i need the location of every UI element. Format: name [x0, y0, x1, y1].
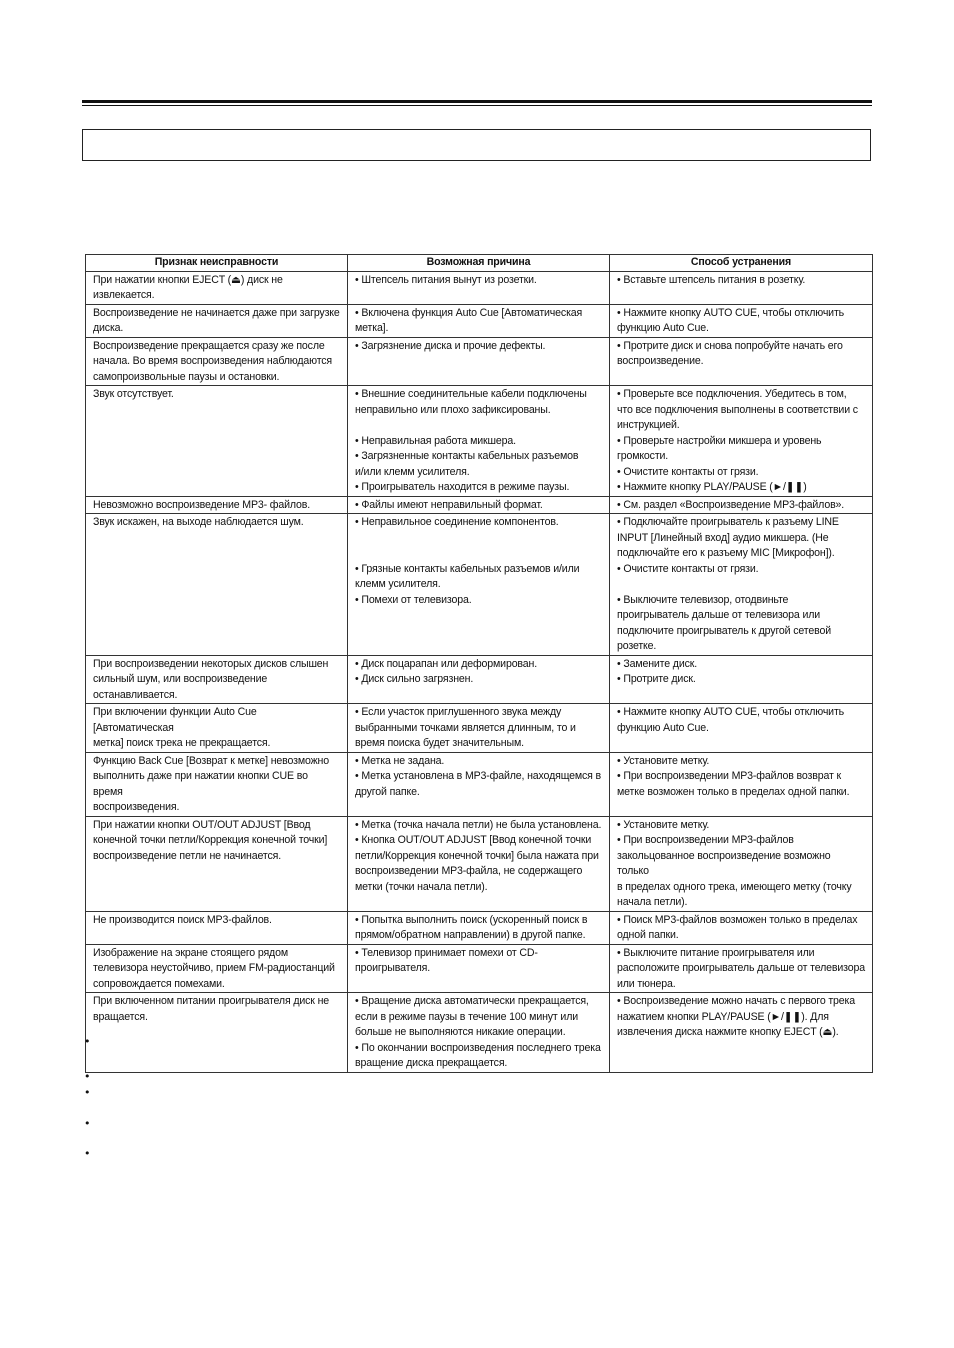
symptom-cell	[86, 944, 348, 993]
cause-line: • Файлы имеют неправильный формат.	[355, 498, 543, 511]
header-rule-thick	[82, 100, 872, 103]
symptom-line: самопроизвольные паузы и остановки.	[93, 370, 280, 383]
cause-line: выбранными точками является длинным, то и	[355, 721, 576, 734]
cause-line: петли/Коррекция конечной точки] была нажата при	[355, 849, 599, 862]
remedy-line: подключайте его к разъему MIC [Микрофон]).	[617, 547, 835, 559]
remedy-line: начала петли).	[617, 896, 688, 908]
cause-line: • Включена функция Auto Cue [Автоматическая	[355, 306, 583, 319]
remedy-line: одной папки.	[617, 929, 679, 941]
symptom-line: телевизора неустойчиво, прием FM-радиостанций	[93, 962, 335, 974]
cause-cell	[348, 337, 610, 386]
table-row	[86, 752, 873, 816]
cause-line	[355, 546, 602, 562]
symptom-line: конечной точки петли/Коррекция конечной точки]	[93, 834, 328, 846]
remedy-line: • Протрите диск.	[617, 673, 696, 685]
symptom-line: При воспроизведении некоторых дисков слышен	[93, 657, 329, 670]
remedy-cell	[610, 386, 873, 497]
table-row	[86, 386, 873, 497]
cause-line: и/или клемм усилителя.	[355, 465, 470, 478]
table-row	[86, 337, 873, 386]
note-bullet: •	[84, 1086, 91, 1099]
symptom-line: останавливается.	[93, 688, 178, 701]
cause-line: клемм усилителя.	[355, 578, 441, 590]
cause-cell	[348, 944, 610, 993]
symptom-line: диска.	[93, 322, 124, 334]
cause-line: • Помехи от телевизора.	[355, 593, 472, 606]
cause-line: • По окончании воспроизведения последнего трека	[355, 1041, 601, 1054]
table-row	[86, 514, 873, 656]
table-row	[86, 304, 873, 337]
remedy-line: метке возможен только в пределах одной папки.	[617, 785, 850, 798]
remedy-line: воспроизведение.	[617, 355, 704, 367]
title-box	[82, 129, 871, 161]
note-bullet: •	[84, 1147, 91, 1160]
remedy-line: • См. раздел «Воспроизведение MP3-файлов».	[617, 498, 845, 511]
remedy-line: • Выключите питание проигрывателя или	[617, 946, 815, 959]
remedy-line: подключите проигрыватель к другой сетевой	[617, 624, 831, 637]
remedy-line: • Протрите диск и снова попробуйте начать его	[617, 339, 843, 352]
cause-cell	[348, 514, 610, 656]
cause-line	[355, 418, 602, 434]
symptom-line: Звук искажен, на выходе наблюдается шум.	[93, 516, 304, 528]
cause-line: • Попытка выполнить поиск (ускоренный поиск в	[355, 913, 588, 926]
remedy-line: • Замените диск.	[617, 657, 698, 670]
remedy-line: • Выключите телевизор, отодвиньте	[617, 593, 789, 606]
remedy-line: • Воспроизведение можно начать с первого трека	[617, 995, 855, 1007]
table-row	[86, 911, 873, 944]
symptom-line: Функцию Back Cue [Возврат к метке] невозможно	[93, 754, 329, 767]
symptom-line: Изображение на экране стоящего рядом	[93, 946, 288, 959]
cause-line: • Загрязнение диска и прочие дефекты.	[355, 339, 546, 352]
remedy-cell	[610, 496, 873, 514]
symptom-line: Звук отсутствует.	[93, 388, 174, 400]
remedy-line: INPUT [Линейный вход] аудио микшера. (Не	[617, 531, 829, 544]
remedy-cell	[610, 514, 873, 656]
remedy-line: • Нажмите кнопку AUTO CUE, чтобы отключить	[617, 706, 845, 718]
cause-line: проигрывателя.	[355, 962, 431, 974]
symptom-cell	[86, 337, 348, 386]
remedy-cell	[610, 304, 873, 337]
cause-line: • Диск поцарапан или деформирован.	[355, 657, 538, 670]
cause-cell	[348, 271, 610, 304]
remedy-line: закольцованное воспроизведение возможно только	[617, 849, 831, 877]
symptom-line: При нажатии кнопки OUT/OUT ADJUST [Ввод	[93, 818, 311, 831]
remedy-line: • Подключайте проигрыватель к разъему LINE	[617, 516, 839, 528]
cause-line: • Неправильное соединение компонентов.	[355, 516, 559, 528]
symptom-cell	[86, 704, 348, 753]
cause-line: метки (точки начала петли).	[355, 880, 488, 893]
symptom-line: сильный шум, или воспроизведение	[93, 673, 268, 685]
cause-line: время поиска будет значительным.	[355, 737, 524, 749]
cause-line: • Если участок приглушенного звука между	[355, 706, 562, 718]
header-rule-thin	[82, 105, 872, 106]
remedy-line: • Установите метку.	[617, 818, 710, 831]
remedy-cell	[610, 655, 873, 704]
symptom-cell	[86, 993, 348, 1073]
remedy-line: нажатием кнопки PLAY/PAUSE (►/❚❚). Для	[617, 1010, 829, 1023]
header-remedy: Способ устранения	[610, 255, 873, 272]
symptom-line: извлекается.	[93, 289, 155, 301]
remedy-line: • Проверьте все подключения. Убедитесь в том,	[617, 388, 847, 400]
cause-cell	[348, 704, 610, 753]
cause-line: • Вращение диска автоматически прекращается,	[355, 995, 589, 1007]
note-bullet: •	[84, 1035, 91, 1048]
remedy-cell	[610, 816, 873, 911]
remedy-line: громкости.	[617, 450, 669, 462]
table-row	[86, 655, 873, 704]
remedy-cell	[610, 944, 873, 993]
cause-line: метка].	[355, 322, 389, 334]
note-bullet: •	[84, 1070, 91, 1083]
table-row	[86, 993, 873, 1073]
symptom-line: При нажатии кнопки EJECT (⏏) диск не	[93, 273, 283, 286]
remedy-cell	[610, 337, 873, 386]
remedy-line: • Нажмите кнопку AUTO CUE, чтобы отключить	[617, 306, 845, 319]
symptom-line: воспроизведения.	[93, 801, 180, 813]
cause-line: другой папке.	[355, 785, 420, 798]
cause-line: больше не выполняются никакие операции.	[355, 1026, 566, 1038]
remedy-line: инструкцией.	[617, 419, 680, 431]
remedy-line: • Проверьте настройки микшера и уровень	[617, 434, 822, 447]
cause-line	[355, 531, 602, 547]
symptom-line: При включении функции Auto Cue [Автоматическая	[93, 706, 257, 734]
cause-cell	[348, 496, 610, 514]
symptom-line: Не производится поиск MP3-файлов.	[93, 913, 272, 926]
symptom-cell	[86, 514, 348, 656]
cause-line: • Внешние соединительные кабели подключены	[355, 388, 587, 400]
table-row	[86, 704, 873, 753]
cause-line: • Метка не задана.	[355, 754, 445, 767]
remedy-line: расположите проигрыватель дальше от телевизора	[617, 962, 865, 974]
remedy-cell	[610, 752, 873, 816]
remedy-line: функцию Auto Cue.	[617, 322, 709, 334]
symptom-cell	[86, 271, 348, 304]
remedy-line	[617, 577, 865, 593]
table-row	[86, 944, 873, 993]
cause-cell	[348, 752, 610, 816]
cause-line: прямом/обратном направлении) в другой папке.	[355, 929, 586, 941]
symptom-line: Воспроизведение прекращается сразу же после	[93, 339, 325, 352]
table-row	[86, 816, 873, 911]
cause-cell	[348, 816, 610, 911]
cause-line: вращение диска прекращается.	[355, 1057, 508, 1069]
cause-line: • Грязные контакты кабельных разъемов и/или	[355, 562, 580, 575]
cause-line: • Метка (точка начала петли) не была установлена.	[355, 818, 602, 831]
cause-line: • Телевизор принимает помехи от CD-	[355, 946, 538, 959]
symptom-cell	[86, 496, 348, 514]
header-cause: Возможная причина	[348, 255, 610, 272]
cause-cell	[348, 386, 610, 497]
cause-line: • Неправильная работа микшера.	[355, 434, 516, 447]
remedy-line: проигрыватель дальше от телевизора или	[617, 609, 821, 621]
remedy-cell	[610, 271, 873, 304]
cause-line: если в режиме паузы в течение 100 минут или	[355, 1010, 578, 1023]
note-bullet: •	[84, 1117, 91, 1130]
remedy-line: функцию Auto Cue.	[617, 721, 709, 734]
symptom-cell	[86, 911, 348, 944]
cause-line: • Кнопка OUT/OUT ADJUST [Ввод конечной точки	[355, 834, 592, 846]
symptom-line: вращается.	[93, 1010, 148, 1023]
remedy-line: в пределах одного трека, имеющего метку (точку	[617, 880, 852, 893]
symptom-line: Воспроизведение не начинается даже при загрузке	[93, 306, 340, 319]
symptom-line: Невозможно воспроизведение MP3- файлов.	[93, 498, 311, 511]
cause-line: • Загрязненные контакты кабельных разъемов	[355, 450, 579, 462]
cause-line: • Диск сильно загрязнен.	[355, 673, 474, 685]
cause-line: • Метка установлена в MP3-файле, находящемся в	[355, 770, 602, 782]
troubleshooting-table	[85, 254, 873, 1073]
symptom-cell	[86, 386, 348, 497]
cause-cell	[348, 911, 610, 944]
symptom-cell	[86, 655, 348, 704]
remedy-line: • Поиск MP3-файлов возможен только в пределах	[617, 913, 858, 926]
remedy-line: • Нажмите кнопку PLAY/PAUSE (►/❚❚)	[617, 481, 807, 493]
remedy-line: • Установите метку.	[617, 754, 710, 767]
symptom-line: метка] поиск трека не прекращается.	[93, 737, 271, 749]
remedy-cell	[610, 993, 873, 1073]
remedy-line: • Очистите контакты от грязи.	[617, 562, 759, 575]
remedy-cell	[610, 704, 873, 753]
table-row	[86, 271, 873, 304]
symptom-line: При включенном питании проигрывателя диск не	[93, 995, 330, 1007]
cause-cell	[348, 993, 610, 1073]
header-symptom: Признак неисправности	[86, 255, 348, 272]
cause-line: • Проигрыватель находится в режиме паузы.	[355, 481, 570, 493]
cause-line: воспроизведении MP3-файла, не содержащего	[355, 865, 583, 877]
symptom-line: начала. Во время воспроизведения наблюдаются	[93, 355, 333, 367]
symptom-cell	[86, 816, 348, 911]
cause-line: • Штепсель питания вынут из розетки.	[355, 273, 537, 286]
cause-cell	[348, 304, 610, 337]
remedy-line: • Вставьте штепсель питания в розетку.	[617, 273, 806, 286]
cause-cell	[348, 655, 610, 704]
symptom-line: воспроизведение петли не начинается.	[93, 849, 281, 862]
remedy-line: • Очистите контакты от грязи.	[617, 465, 759, 478]
remedy-line: • При воспроизведении MP3-файлов возврат к	[617, 770, 841, 782]
remedy-line: извлечения диска нажмите кнопку EJECT (⏏).	[617, 1026, 839, 1038]
remedy-line: розетке.	[617, 640, 657, 652]
remedy-line: • При воспроизведении MP3-файлов	[617, 834, 794, 846]
symptom-line: выполнить даже при нажатии кнопки CUE во время	[93, 770, 308, 798]
symptom-cell	[86, 304, 348, 337]
remedy-line: что все подключения выполнены в соответствии с	[617, 403, 858, 416]
cause-line: неправильно или плохо зафиксированы.	[355, 403, 551, 416]
remedy-cell	[610, 911, 873, 944]
symptom-line: сопровождается помехами.	[93, 977, 225, 990]
symptom-cell	[86, 752, 348, 816]
remedy-line: или тюнера.	[617, 977, 676, 990]
table-header-row	[86, 255, 873, 272]
table-row	[86, 496, 873, 514]
